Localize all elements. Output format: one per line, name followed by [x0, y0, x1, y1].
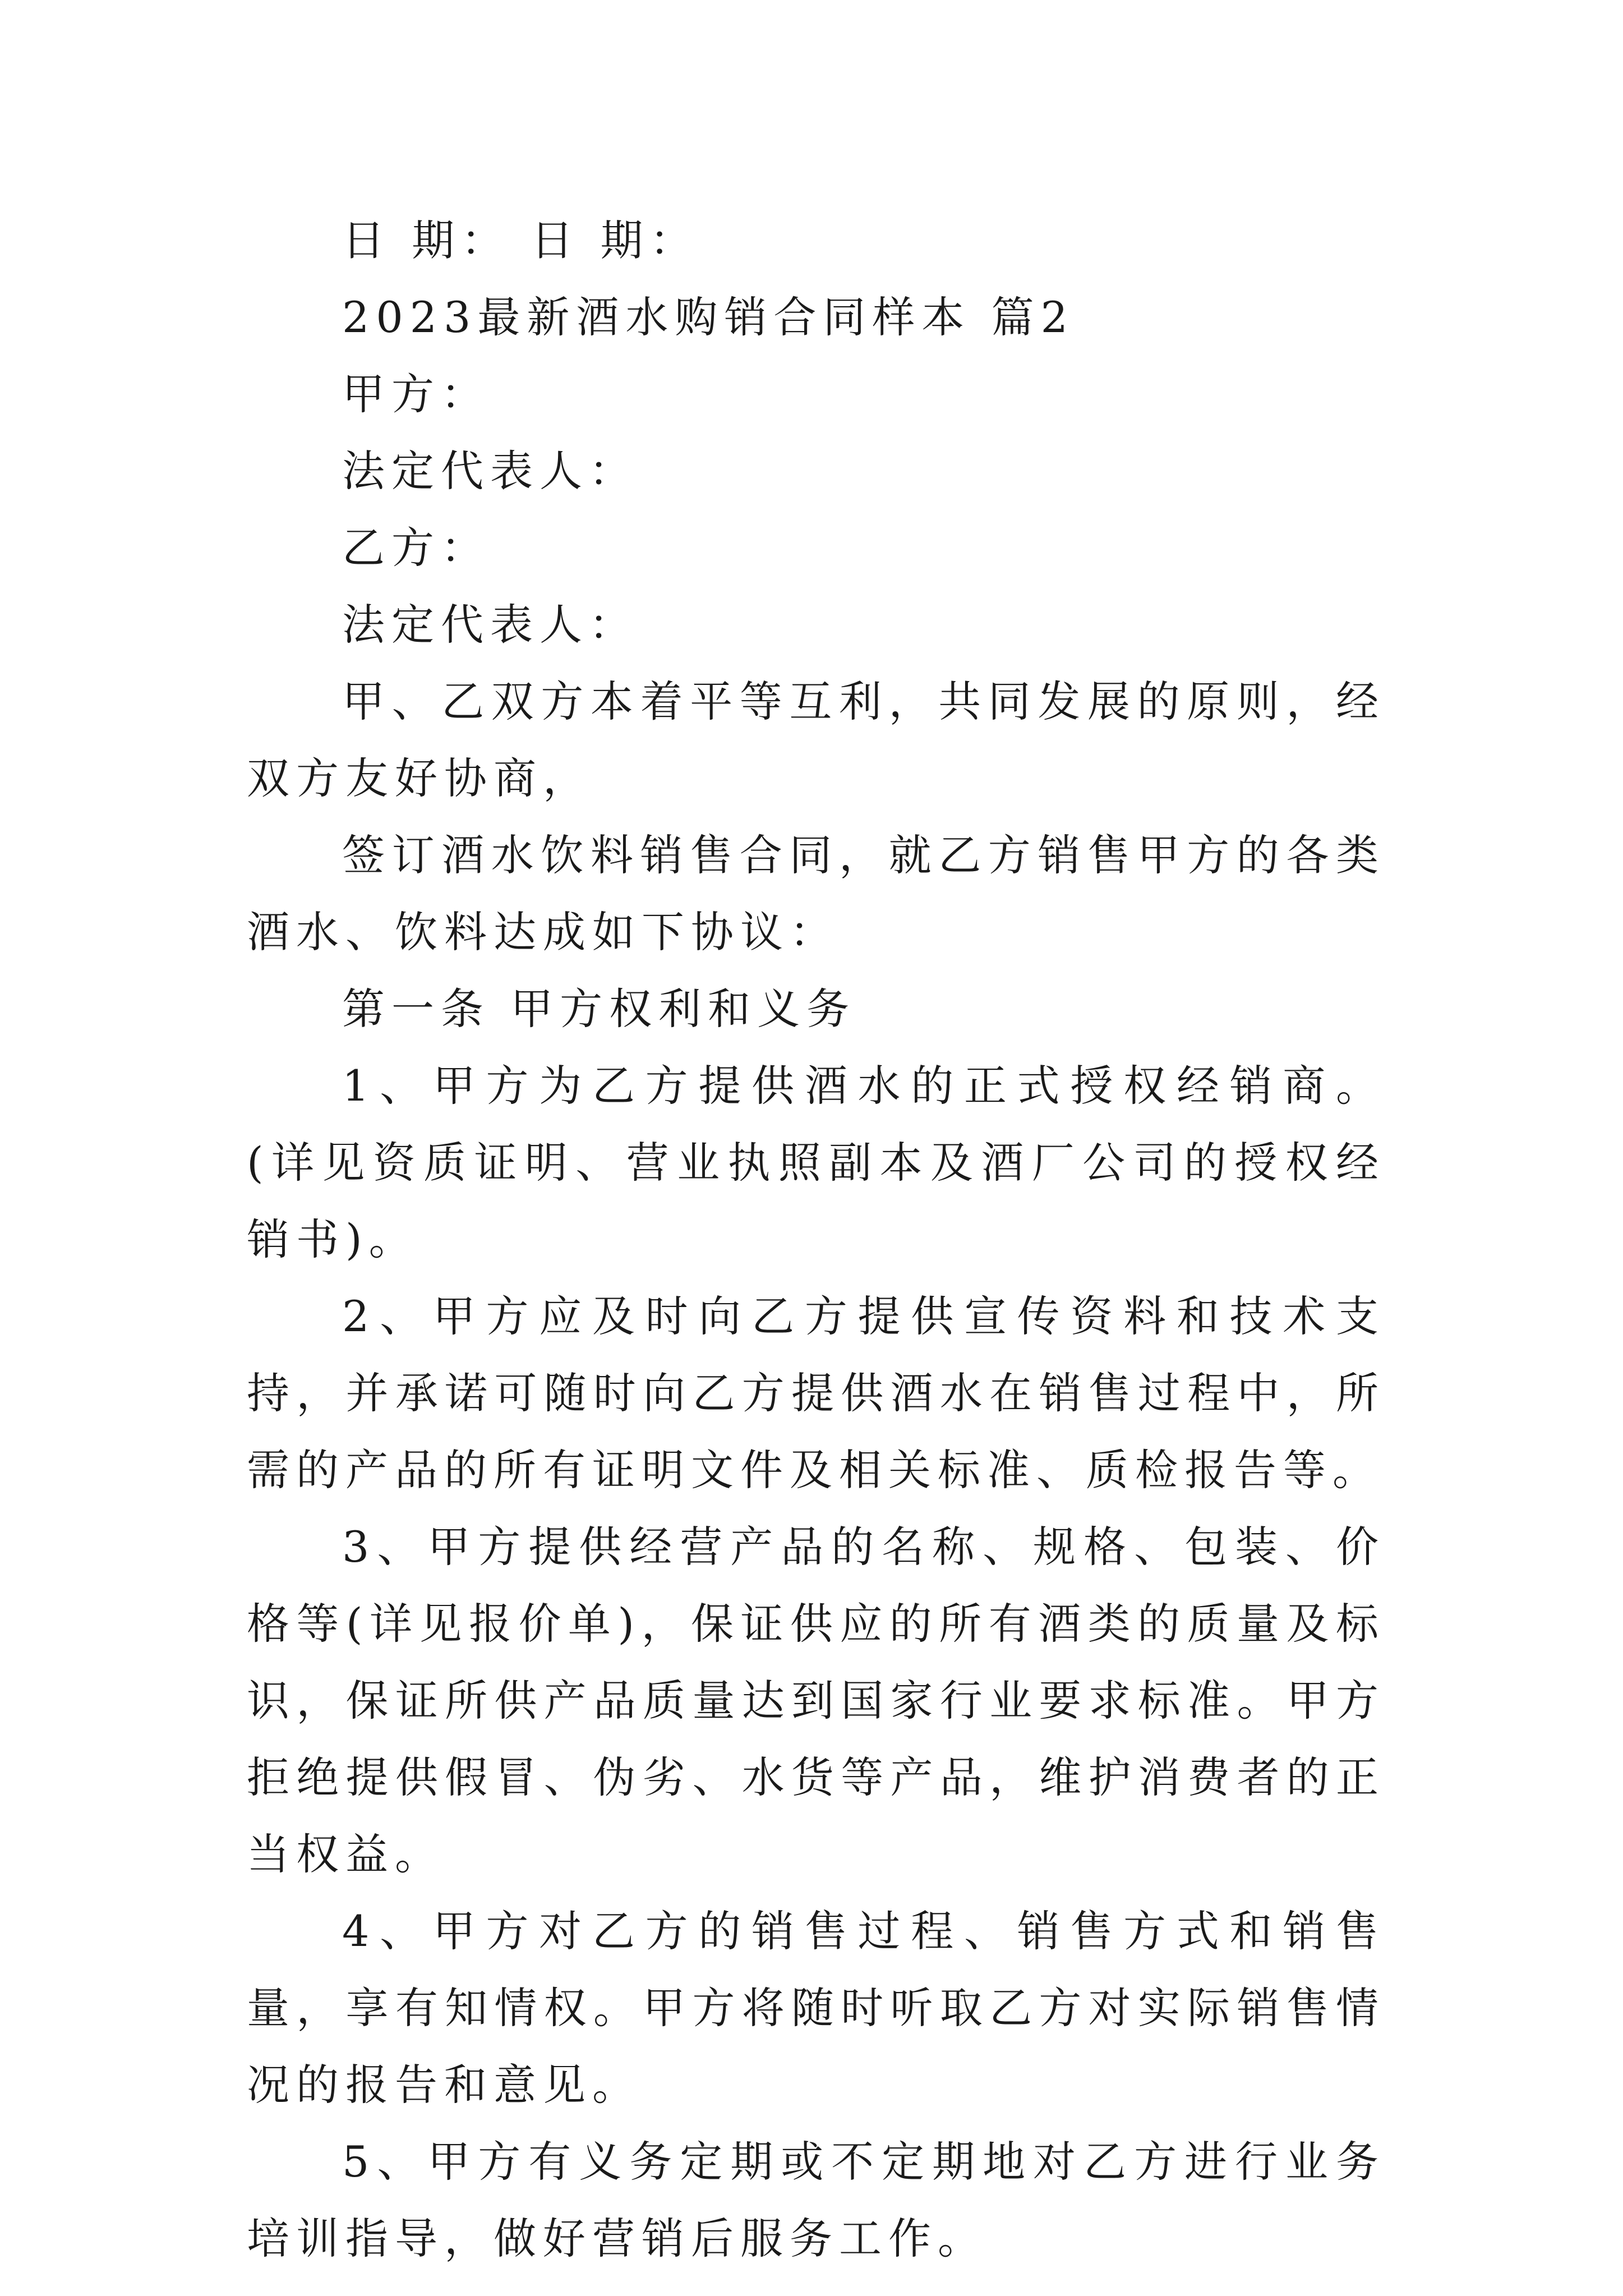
party-b-line: 乙方：	[342, 523, 490, 573]
clause-5: 5、甲方有义务定期或不定期地对乙方进行业务培训指导，做好营销后服务工作。	[247, 2137, 1385, 2263]
clause-1: 1、甲方为乙方提供酒水的正式授权经销商。(详见资质证明、营业执照副本及酒厂公司的授权经销书)。	[247, 1061, 1385, 1264]
document-body	[247, 202, 1385, 2277]
clause-3: 3、甲方提供经营产品的名称、规格、包装、价格等(详见报价单)，保证供应的所有酒类的质量及标识，保证所供产品质量达到国家行业要求标准。甲方拒绝提供假冒、伪劣、水货等产品，维护消费者的正当权益。	[247, 1522, 1385, 1879]
agreement-paragraph: 签订酒水饮料销售合同，就乙方销售甲方的各类酒水、饮料达成如下协议：	[247, 830, 1385, 957]
clause-4: 4、甲方对乙方的销售过程、销售方式和销售量，享有知情权。甲方将随时听取乙方对实际销售情况的报告和意见。	[247, 1906, 1385, 2110]
clause-2: 2、甲方应及时向乙方提供宣传资料和技术支持，并承诺可随时向乙方提供酒水在销售过程中，所需的产品的所有证明文件及相关标准、质检报告等。	[247, 1291, 1385, 1495]
party-a-line: 甲方：	[342, 369, 490, 419]
date-line: 日 期： 日 期：	[342, 215, 699, 265]
party-a-representative-line: 法定代表人：	[342, 446, 638, 496]
party-b-representative-line: 法定代表人：	[342, 600, 638, 650]
article-1-heading: 第一条 甲方权利和义务	[342, 984, 856, 1034]
preamble-paragraph: 甲、乙双方本着平等互利，共同发展的原则，经双方友好协商，	[247, 677, 1385, 803]
contract-title: 2023最新酒水购销合同样本 篇2	[342, 292, 1075, 342]
